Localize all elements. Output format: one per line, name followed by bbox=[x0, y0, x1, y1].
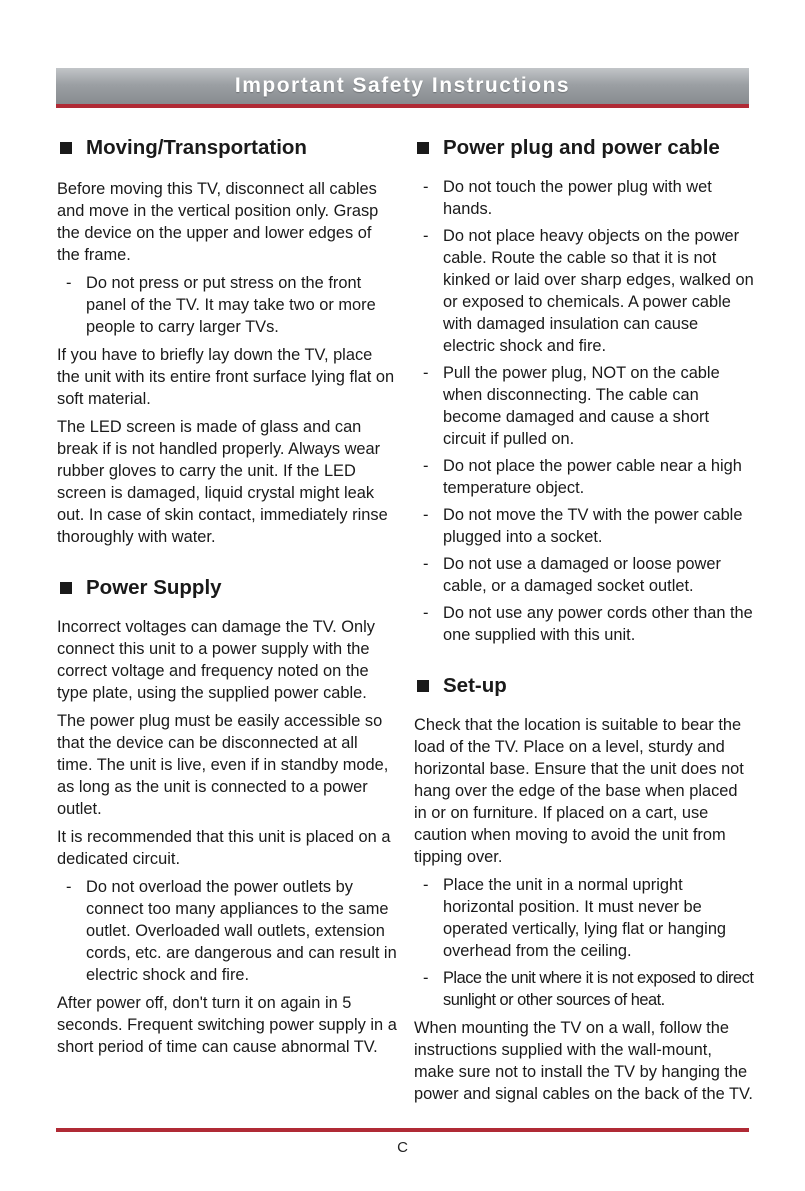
dash-icon: - bbox=[423, 227, 429, 245]
list-item: - Place the unit where it is not exposed to direct sunlight or other sources of heat. bbox=[423, 969, 754, 1009]
dash-icon: - bbox=[423, 364, 429, 382]
list-item: - Do not place the power cable near a high temperature object. bbox=[423, 457, 742, 497]
dash-icon: - bbox=[423, 876, 429, 894]
list-item: - Do not use any power cords other than the one supplied with this unit. bbox=[423, 604, 753, 644]
power-supply-list bbox=[57, 876, 397, 986]
list-item: - Do not use a damaged or loose power cable, or a damaged socket outlet. bbox=[423, 555, 721, 595]
power-supply-paragraph-4: After power off, don't turn it on again in 5 seconds. Frequent switching power supply in a short period of time can cause abnormal TV. bbox=[57, 994, 397, 1056]
section-heading-plug: Power plug and power cable bbox=[414, 134, 754, 162]
list-item: - Place the unit in a normal upright horizontal position. It must never be operated vertically, lying flat or hanging overhead from the ceiling. bbox=[423, 876, 727, 960]
square-bullet-icon bbox=[417, 142, 429, 154]
dash-icon: - bbox=[423, 604, 429, 622]
list-item: - Do not overload the power outlets by connect too many appliances to the same outlet. Overloaded wall outlets, extension cords, etc. are dangerous and can result in electric shock and fire. bbox=[66, 878, 397, 984]
dash-icon: - bbox=[423, 555, 429, 573]
dash-icon: - bbox=[66, 878, 72, 896]
moving-list bbox=[57, 272, 397, 338]
section-heading-power-supply: Power Supply bbox=[57, 574, 397, 602]
list-item: - Pull the power plug, NOT on the cable when disconnecting. The cable can become damaged and cause a short circuit if pulled on. bbox=[423, 364, 720, 448]
list-item: - Do not touch the power plug with wet hands. bbox=[423, 178, 712, 218]
square-bullet-icon bbox=[60, 582, 72, 594]
moving-paragraph-3: The LED screen is made of glass and can break if is not handled properly. Always wear rubber gloves to carry the unit. If the LED screen is damaged, liquid crystal might leak out. In case of skin contact, immediately rinse thoroughly with water. bbox=[57, 418, 388, 546]
header-banner bbox=[56, 68, 749, 108]
setup-paragraph-2: When mounting the TV on a wall, follow the instructions supplied with the wall-mount, make sure not to install the TV by hanging the power and signal cables on the back of the TV. bbox=[414, 1019, 753, 1103]
dash-icon: - bbox=[66, 274, 72, 292]
section-heading-setup: Set-up bbox=[414, 672, 754, 700]
dash-icon: - bbox=[423, 457, 429, 475]
setup-list bbox=[414, 874, 754, 1011]
page-title: Important Safety Instructions bbox=[234, 74, 571, 97]
dash-icon: - bbox=[423, 969, 428, 987]
power-supply-paragraph-2: The power plug must be easily accessible so that the device can be disconnected at all time. The unit is live, even if in standby mode, as long as the unit is connected to a power outlet. bbox=[57, 712, 389, 818]
moving-paragraph-1: Before moving this TV, disconnect all cables and move in the vertical position only. Grasp the device on the upper and lower edges of the frame. bbox=[57, 180, 379, 264]
setup-paragraph-1: Check that the location is suitable to bear the load of the TV. Place on a level, sturdy and horizontal base. Ensure that the unit does not hang over the edge of the base when placed in or on furniture. If placed on a cart, use caution when moving to avoid the unit from tipping over. bbox=[414, 716, 744, 866]
plug-list bbox=[414, 176, 754, 646]
power-supply-paragraph-1: Incorrect voltages can damage the TV. Only connect this unit to a power supply with the correct voltage and frequency noted on the type plate, using the supplied power cable. bbox=[57, 618, 375, 702]
dash-icon: - bbox=[423, 506, 429, 524]
right-column bbox=[414, 134, 754, 1105]
list-item: - Do not press or put stress on the front panel of the TV. It may take two or more people to carry larger TVs. bbox=[66, 274, 376, 336]
footer-divider bbox=[56, 1128, 749, 1132]
left-column bbox=[57, 134, 397, 1058]
square-bullet-icon bbox=[417, 680, 429, 692]
moving-paragraph-2: If you have to briefly lay down the TV, place the unit with its entire front surface lying flat on soft material. bbox=[57, 346, 395, 408]
dash-icon: - bbox=[423, 178, 429, 196]
power-supply-paragraph-3: It is recommended that this unit is placed on a dedicated circuit. bbox=[57, 828, 391, 868]
list-item: - Do not move the TV with the power cable plugged into a socket. bbox=[423, 506, 743, 546]
list-item: - Do not place heavy objects on the power cable. Route the cable so that it is not kinked or laid over sharp edges, walked on or exposed to chemicals. A power cable with damaged insulation can cause electric shock and fire. bbox=[423, 227, 754, 355]
section-heading-moving: Moving/Transportation bbox=[57, 134, 397, 162]
page-number: C bbox=[397, 1139, 408, 1156]
square-bullet-icon bbox=[60, 142, 72, 154]
